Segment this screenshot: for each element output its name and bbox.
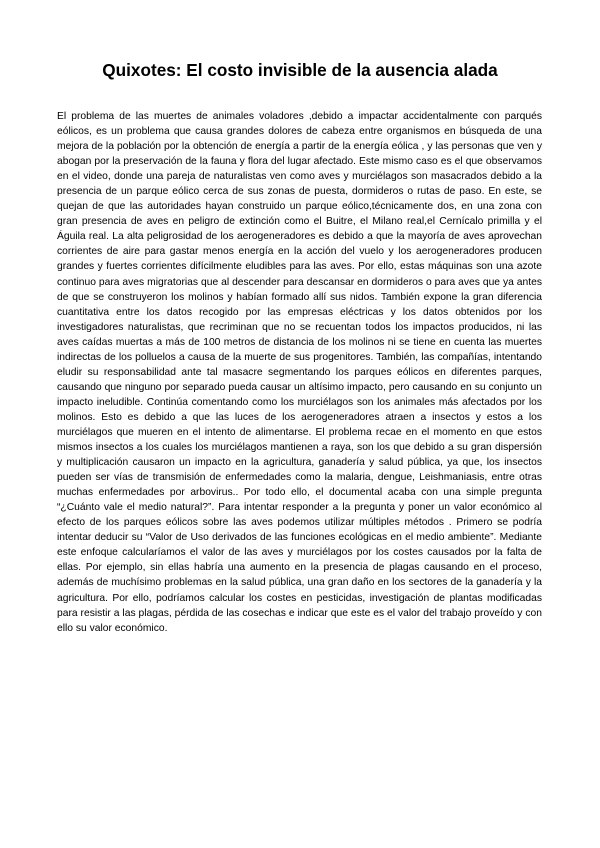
document-title: Quixotes: El costo invisible de la ausencia alada bbox=[102, 60, 498, 80]
document-body-paragraph: El problema de las muertes de animales voladores ,debido a impactar accidentalmente con parqués eólicos, es un problema que causa grandes dolores de cabeza entre organismos en búsqueda de una mejora de la población por la obtención de energía a partir de la energía eólica , y las personas que ven y abogan por la preservación de la fauna y flora del lugar afectado. Este mismo caso es el que observamos en el video, donde una pareja de naturalistas ven como aves y murciélagos son masacrados debido a la presencia de un parque eólico cerca de sus zonas de puesta, dormideros o rutas de paso. En este, se quejan de que las autoridades hayan construido un parque eólico,técnicamente dos, en una zona con gran presencia de aves en peligro de extinción como el Buitre, el Milano real,el Cernícalo primilla y el Águila real. La alta peligrosidad de los aerogeneradores es debido a que la mayoría de aves aprovechan corrientes de aire para gastar menos energía en la acción del vuelo y los aerogeneradores producen grandes y fuertes corrientes difícilmente eludibles para las aves. Por ello, estas máquinas son una azote continuo para aves migratorias que al descender para descansar en dormideros o para aves que ya antes de que se construyeron los molinos y habían formado allí sus nidos. También expone la gran diferencia cuantitativa entre los datos recogido por las empresas eléctricas y los datos obtenidos por los investigadores naturalistas, que recriminan que no se recuentan todos los impactos producidos, ni las aves caídas muertas a más de 100 metros de distancia de los molinos ni se tiene en cuenta las muertes indirectas de los polluelos a causa de la muerte de sus progenitores. También, las compañías, intentando eludir su responsabilidad ante tal masacre segmentando los parques eólicos en diferentes parques, causando que ninguno por separado pueda causar un altísimo impacto, pero causando en su conjunto un impacto ineludible. Continúa comentando como los murciélagos son los animales más afectados por los molinos. Esto es debido a que las luces de los aerogeneradores atraen a insectos y estos a los murciélagos que mueren en el intento de alimentarse. El problema recae en el momento en que estos mismos insectos a los cuales los murciélagos mantienen a raya, son los que debido a su gran dispersión y multiplicación causaron un impacto en la agricultura, ganadería y salud pública, ya que, los insectos pueden ser vías de transmisión de enfermedades como la malaria, dengue, Leishmaniasis, entre otras muchas enfermedades por arbovirus.. Por todo ello, el documental acaba con una simple pregunta “¿Cuánto vale el medio natural?”. Para intentar responder a la pregunta y poner un valor económico al efecto de los parques eólicos sobre las aves podemos utilizar múltiples métodos . Primero se podría intentar deducir su “Valor de Uso derivados de las funciones ecológicas en el medio ambiente”. Mediante este enfoque calcularíamos el valor de las aves y murciélagos por los costes causados por la falta de ellas. Por ejemplo, sin ellas habría una aumento en la presencia de plagas causando en el proceso, además de muchísimo problemas en la salud pública, una gran daño en los sectores de la ganadería y la agricultura. Por ello, podríamos calcular los costes en pesticidas, investigación de plantas modificadas para resistir a las plagas, pérdida de las cosechas e indicar que este es el valor del trabajo proveído y con ello su valor económico. bbox=[57, 111, 542, 634]
